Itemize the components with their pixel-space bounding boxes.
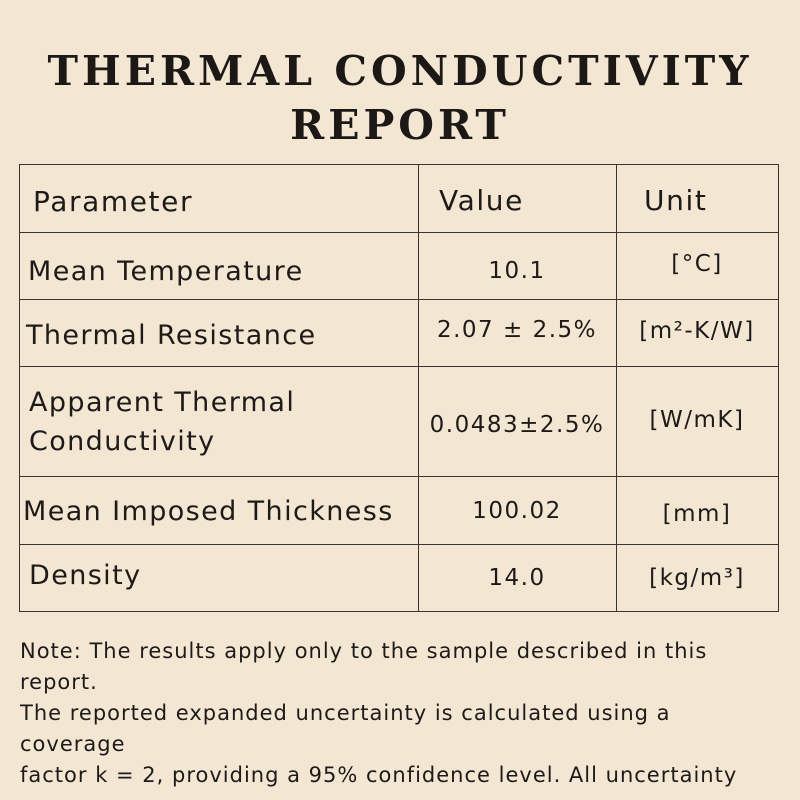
report-title-line-1: THERMAL CONDUCTIVITY — [47, 47, 753, 95]
row-divider — [20, 544, 778, 545]
row-value: 14.0 — [488, 565, 546, 591]
row-value: 100.02 — [472, 498, 562, 524]
header-parameter: Parameter — [33, 185, 194, 218]
row-divider — [20, 232, 778, 233]
row-divider — [20, 299, 778, 300]
results-table — [19, 164, 779, 612]
row-value: 10.1 — [488, 258, 546, 284]
note-line: Note: The results apply only to the sample described in this — [20, 639, 708, 663]
row-parameter: Apparent Thermal Conductivity — [29, 387, 296, 457]
row-unit: [°C] — [671, 251, 723, 277]
row-divider — [20, 366, 778, 367]
note-line: coverage — [20, 732, 126, 756]
note-line: factor k = 2, providing a 95% confidence level. All uncertainty — [20, 763, 738, 787]
note-line: The reported expanded uncertainty is calculated using a — [20, 701, 671, 725]
row-parameter: Mean Imposed Thickness — [23, 496, 394, 527]
row-parameter: Density — [29, 560, 142, 591]
note-line: report. — [20, 670, 98, 694]
row-value: 0.0483±2.5% — [429, 412, 605, 438]
report-title-line-2: REPORT — [290, 101, 510, 149]
row-parameter: Thermal Resistance — [26, 320, 317, 351]
report-note — [20, 636, 780, 791]
row-unit: [m²-K/W] — [639, 318, 755, 344]
row-unit: [kg/m³] — [649, 565, 745, 591]
header-value: Value — [439, 184, 524, 217]
header-unit: Unit — [644, 184, 708, 217]
row-unit: [mm] — [662, 501, 732, 527]
row-parameter: Mean Temperature — [28, 256, 304, 287]
row-divider — [20, 476, 778, 477]
row-unit: [W/mK] — [649, 407, 745, 433]
row-value: 2.07 ± 2.5% — [436, 317, 598, 343]
